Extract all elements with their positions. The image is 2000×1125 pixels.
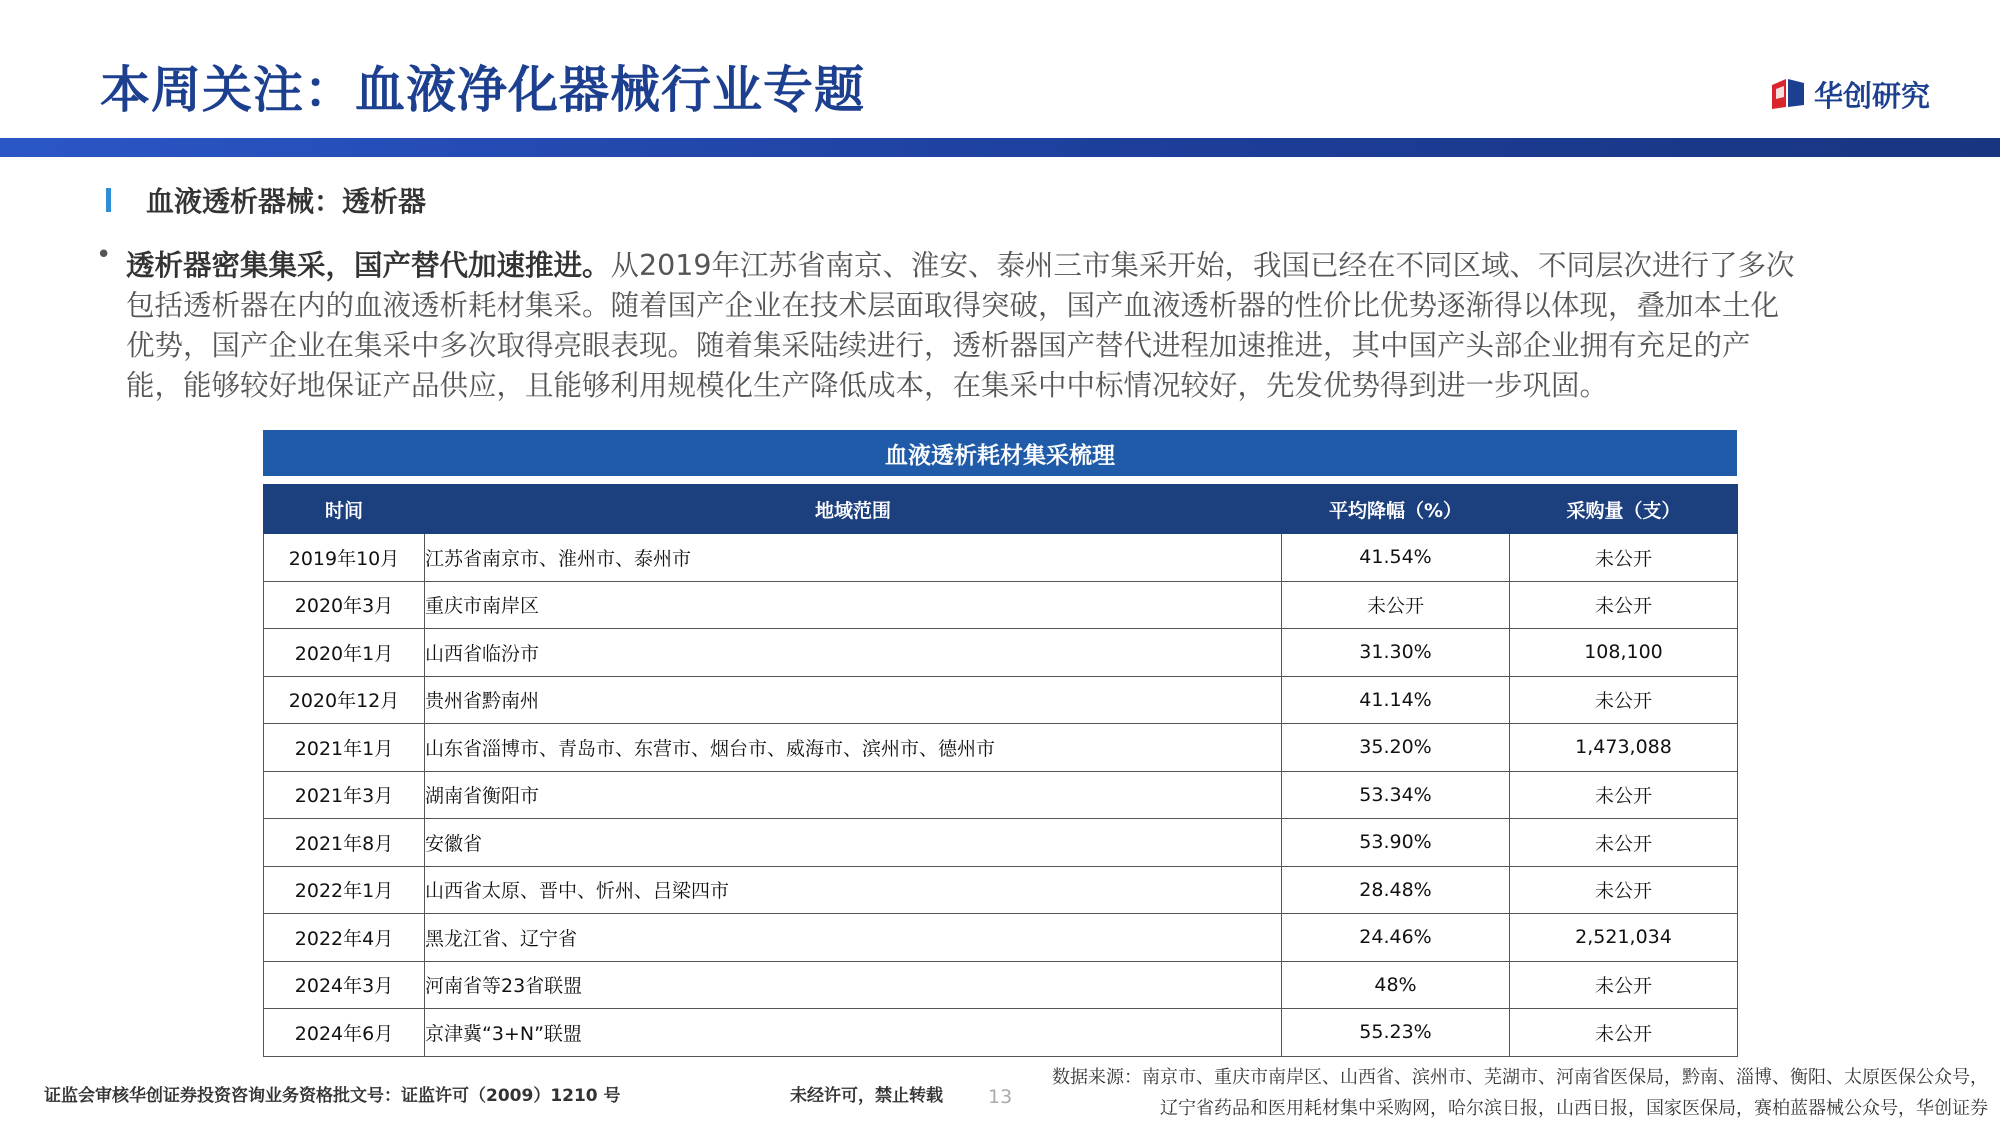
section-title: 血液透析器械：透析器 <box>146 185 427 218</box>
cell-region: 河南省等23省联盟 <box>425 961 1282 1009</box>
cell-time: 2020年3月 <box>264 581 425 629</box>
bullet-lead: 透析器密集集采，国产替代加速推进。 <box>126 249 611 282</box>
cell-average-cut: 53.34% <box>1282 771 1510 819</box>
license-notice: 证监会审核华创证券投资咨询业务资格批文号：证监许可（2009）1210 号 <box>44 1086 621 1106</box>
bullet-body: 从2019年江苏省南京、淮安、泰州三市集采开始，我国已经在不同区域、不同层次进行了多次包括透析器在内的血液透析耗材集采。随着国产企业在技术层面取得突破，国产血液透析器的性价比优势逐渐得以体现，叠加本土化优势，国产企业在集采中多次取得亮眼表现。随着集采陆续进行，透析器国产替代进程加速推进，其中国产头部企业拥有充足的产能，能够较好地保证产品供应，且能够利用规模化生产降低成本，在集采中中标情况较好，先发优势得到进一步巩固。 <box>126 249 1795 402</box>
cell-volume: 未公开 <box>1510 1009 1738 1057</box>
table-row <box>264 914 1738 962</box>
table-header-row <box>264 485 1738 534</box>
page-number: 13 <box>988 1086 1013 1108</box>
cell-volume: 未公开 <box>1510 819 1738 867</box>
table-row <box>264 1009 1738 1057</box>
table-row <box>264 819 1738 867</box>
cell-average-cut: 35.20% <box>1282 724 1510 772</box>
cell-region: 山西省临汾市 <box>425 629 1282 677</box>
column-header-region: 地域范围 <box>425 485 1282 534</box>
cell-time: 2020年12月 <box>264 676 425 724</box>
cell-volume: 未公开 <box>1510 676 1738 724</box>
cell-time: 2021年3月 <box>264 771 425 819</box>
cell-average-cut: 28.48% <box>1282 866 1510 914</box>
cell-region: 京津冀“3+N”联盟 <box>425 1009 1282 1057</box>
column-header-volume: 采购量（支） <box>1510 485 1738 534</box>
cell-time: 2022年1月 <box>264 866 425 914</box>
table-row <box>264 581 1738 629</box>
cell-region: 山西省太原、晋中、忻州、吕梁四市 <box>425 866 1282 914</box>
reprint-notice: 未经许可，禁止转载 <box>790 1086 943 1106</box>
logo-text: 华创研究 <box>1814 78 1931 113</box>
table-row <box>264 534 1738 582</box>
cell-volume: 未公开 <box>1510 771 1738 819</box>
cell-region: 安徽省 <box>425 819 1282 867</box>
table-row <box>264 629 1738 677</box>
page-title: 本周关注：血液净化器械行业专题 <box>100 61 865 119</box>
procurement-table <box>263 484 1738 1057</box>
cell-volume: 2,521,034 <box>1510 914 1738 962</box>
cell-average-cut: 31.30% <box>1282 629 1510 677</box>
cell-average-cut: 55.23% <box>1282 1009 1510 1057</box>
cell-average-cut: 48% <box>1282 961 1510 1009</box>
cell-average-cut: 41.54% <box>1282 534 1510 582</box>
brand-logo <box>1770 74 1930 114</box>
cell-region: 贵州省黔南州 <box>425 676 1282 724</box>
cell-volume: 未公开 <box>1510 534 1738 582</box>
bullet-dot-icon: • <box>96 240 112 270</box>
column-header-average-cut: 平均降幅（%） <box>1282 485 1510 534</box>
bullet-paragraph <box>126 246 1796 406</box>
cell-time: 2021年8月 <box>264 819 425 867</box>
data-source-line: 辽宁省药品和医用耗材集中采购网，哈尔滨日报，山西日报，国家医保局，赛柏蓝器械公众号，华创证券 <box>1160 1098 1988 1119</box>
cell-time: 2022年4月 <box>264 914 425 962</box>
cell-average-cut: 53.90% <box>1282 819 1510 867</box>
cell-region: 湖南省衡阳市 <box>425 771 1282 819</box>
table-row <box>264 676 1738 724</box>
cell-region: 黑龙江省、辽宁省 <box>425 914 1282 962</box>
data-source <box>1052 1062 1988 1124</box>
cell-average-cut: 41.14% <box>1282 676 1510 724</box>
table-row <box>264 961 1738 1009</box>
cell-volume: 未公开 <box>1510 961 1738 1009</box>
cell-time: 2021年1月 <box>264 724 425 772</box>
cell-region: 山东省淄博市、青岛市、东营市、烟台市、威海市、滨州市、德州市 <box>425 724 1282 772</box>
table-caption: 血液透析耗材集采梳理 <box>263 430 1737 476</box>
table-row <box>264 771 1738 819</box>
table-row <box>264 724 1738 772</box>
cell-average-cut: 24.46% <box>1282 914 1510 962</box>
data-source-line: 数据来源：南京市、重庆市南岸区、山西省、滨州市、芜湖市、河南省医保局，黔南、淄博、衡阳、太原医保公众号， <box>1052 1067 1988 1088</box>
cell-volume: 108,100 <box>1510 629 1738 677</box>
table-row <box>264 866 1738 914</box>
column-header-time: 时间 <box>264 485 425 534</box>
header-bar <box>0 138 2000 157</box>
cell-volume: 未公开 <box>1510 866 1738 914</box>
cell-time: 2024年6月 <box>264 1009 425 1057</box>
cell-average-cut: 未公开 <box>1282 581 1510 629</box>
cell-volume: 1,473,088 <box>1510 724 1738 772</box>
cell-time: 2019年10月 <box>264 534 425 582</box>
cell-time: 2020年1月 <box>264 629 425 677</box>
section-marker <box>106 188 111 212</box>
cell-region: 江苏省南京市、淮州市、泰州市 <box>425 534 1282 582</box>
cell-region: 重庆市南岸区 <box>425 581 1282 629</box>
cell-volume: 未公开 <box>1510 581 1738 629</box>
cell-time: 2024年3月 <box>264 961 425 1009</box>
logo-cube-icon <box>1770 77 1806 111</box>
